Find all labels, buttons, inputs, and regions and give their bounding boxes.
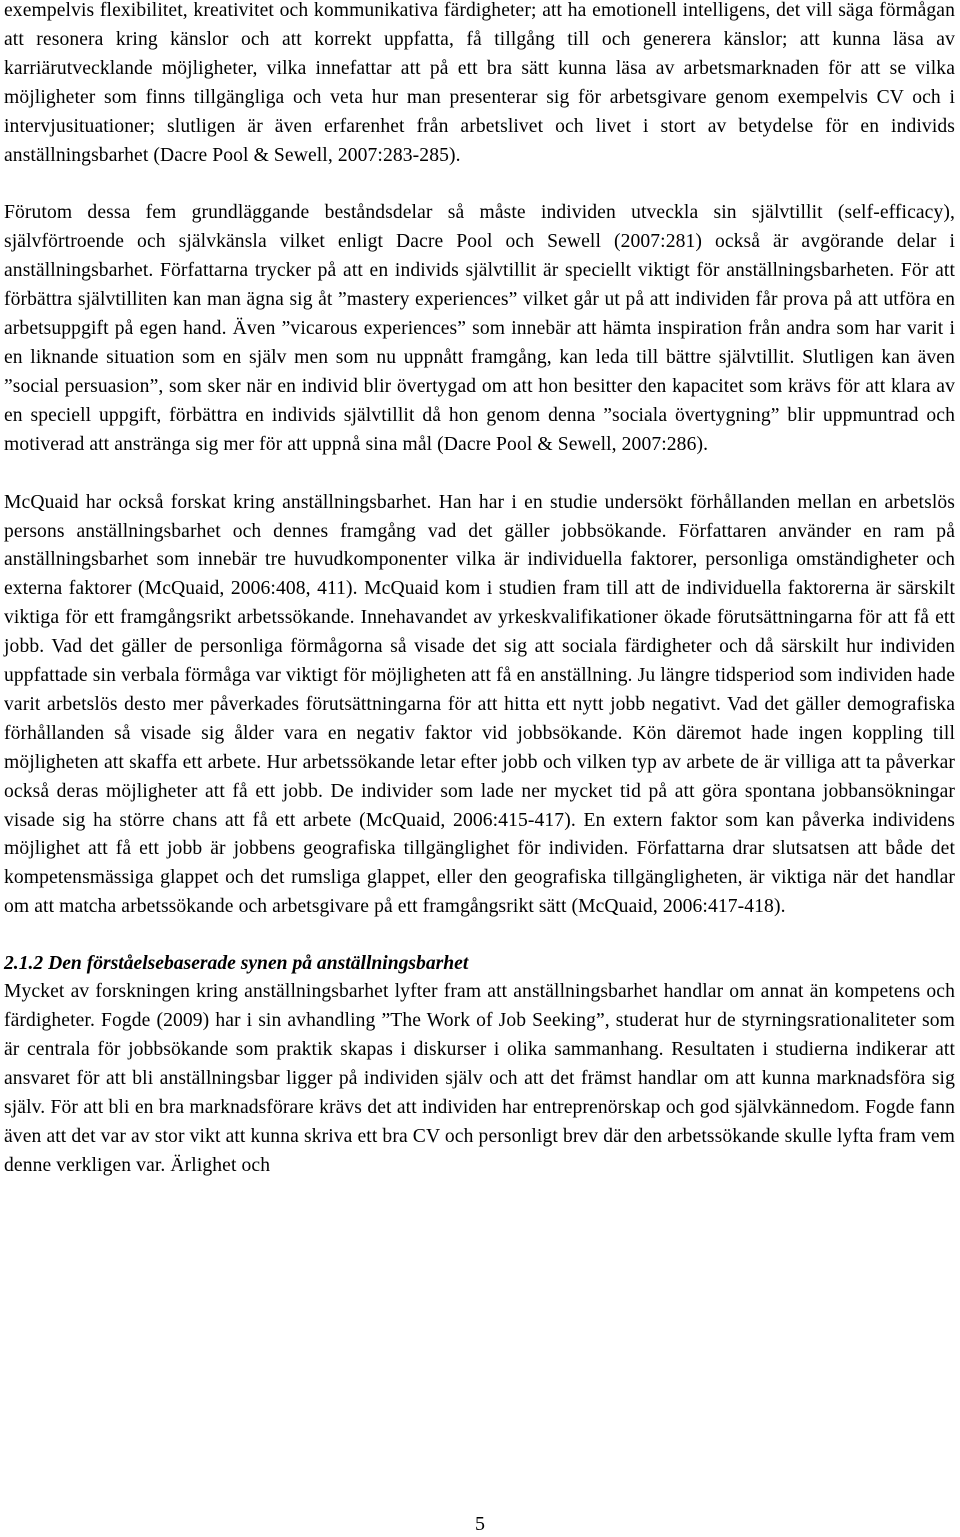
document-page	[4, 0, 955, 1181]
section-paragraph: Mycket av forskningen kring anställningsbarhet lyfter fram att anställningsbarhet handlar om annat än kompetens och färdigheter. Fogde (2009) har i sin avhandling ”The Work of Job Seeking”, studerat hur de styrningsrationaliteter som är centrala för jobbsökande som praktik skapas i diskurser i olika sammanhang. Resultaten i studierna indikerar att ansvaret för att bli anställningsbar ligger på individen själv och att det främst handlar om att kunna marknadsföra sig själv. För att bli en bra marknadsförare krävs det att individen har entreprenörskap och god självkännedom. Fogde fann även att det var av stor vikt att kunna skriva ett bra CV och personligt brev där den arbetssökande skulle lyfta fram vem denne verkligen var. Ärlighet och	[4, 981, 955, 1176]
page-number: 5	[475, 1513, 485, 1535]
body-paragraph-1: exempelvis flexibilitet, kreativitet och kommunikativa färdigheter; att ha emotionell intelligens, det vill säga förmågan att resonera kring känslor och att korrekt uppfatta, få tillgång till och generera känslor; att kunna läsa av karriärutvecklande möjligheter, vilka innefattar att på ett bra sätt kunna läsa av arbetsmarknaden för att se vilka möjligheter som finns tillgängliga och veta hur man presenterar sig för arbetsgivare genom exempelvis CV och i intervjusituationer; slutligen är även erfarenhet från arbetslivet och livet i stort av betydelse för en individs anställningsbarhet (Dacre Pool & Sewell, 2007:283-285).	[4, 0, 955, 166]
body-paragraph-2: Förutom dessa fem grundläggande beståndsdelar så måste individen utveckla sin självtillit (self-efficacy), självförtroende och självkänsla vilket enligt Dacre Pool och Sewell (2007:281) också är avgörande delar i anställningsbarhet. Författarna trycker på att en individs självtillit är speciellt viktigt för anställningsbarheten. För att förbättra självtilliten kan man ägna sig åt ”mastery experiences” vilket går ut på att individen får prova på att utföra en arbetsuppgift på egen hand. Även ”vicarous experiences” som innebär att hämta inspiration från andra som har varit i en liknande situation som en själv men som nu uppnått framgång, kan leda till bättre självtillit. Slutligen kan även ”social persuasion”, som sker när en individ blir övertygad om att hon besitter den kapacitet som krävs för att klara av en speciell uppgift, förbättra en individs självtillit då hon genom denna ”sociala övertygning” blir uppmuntrad och motiverad att anstränga sig mer för att uppnå sina mål (Dacre Pool & Sewell, 2007:286).	[4, 202, 955, 455]
section-heading: 2.1.2 Den förståelsebaserade synen på anställningsbarhet	[4, 953, 469, 975]
body-paragraph-3: McQuaid har också forskat kring anställningsbarhet. Han har i en studie undersökt förhållanden mellan en arbetslös persons anställningsbarhet och dennes framgång vad det gäller jobbsökande. Författaren använder en ram på anställningsbarhet som innebär tre huvudkomponenter vilka är individuella faktorer, personliga omständigheter och externa faktorer (McQuaid, 2006:408, 411). McQuaid kom i studien fram till att de individuella faktorerna är särskilt viktiga för ett framgångsrikt arbetssökande. Innehavandet av yrkeskvalifikationer ökade förutsättningarna för att få ett jobb. Vad det gäller de personliga förmågorna så visade det sig att sociala färdigheter och då särskilt hur individen uppfattade sin verbala förmåga var viktigt för möjligheten att få en anställning. Ju längre tidsperiod som individen hade varit arbetslös desto mer påverkades förutsättningarna för att hitta ett nytt jobb negativt. Vad det gäller demografiska förhållanden så visade sig ålder vara en negativ faktor vid jobbsökande. Kön däremot hade ingen koppling till möjligheten att skaffa ett arbete. Hur arbetssökande letar efter jobb och vilken typ av arbete de är villiga att ta påverkar också deras möjligheter att få ett jobb. De individer som lade ner mycket tid på att göra spontana jobbansökningar visade sig ha större chans att få ett arbete (McQuaid, 2006:415-417). En extern faktor som kan påverka individens möjlighet att få ett jobb är jobbens geografiska tillgänglighet för individen. Författarna drar slutsatsen att både det kompetensmässiga glappet och det rumsliga glappet, eller den geografiska tillgängligheten, är viktiga när det handlar om att matcha arbetssökande och arbetsgivare på ett framgångsrikt sätt (McQuaid, 2006:417-418).	[4, 491, 955, 918]
